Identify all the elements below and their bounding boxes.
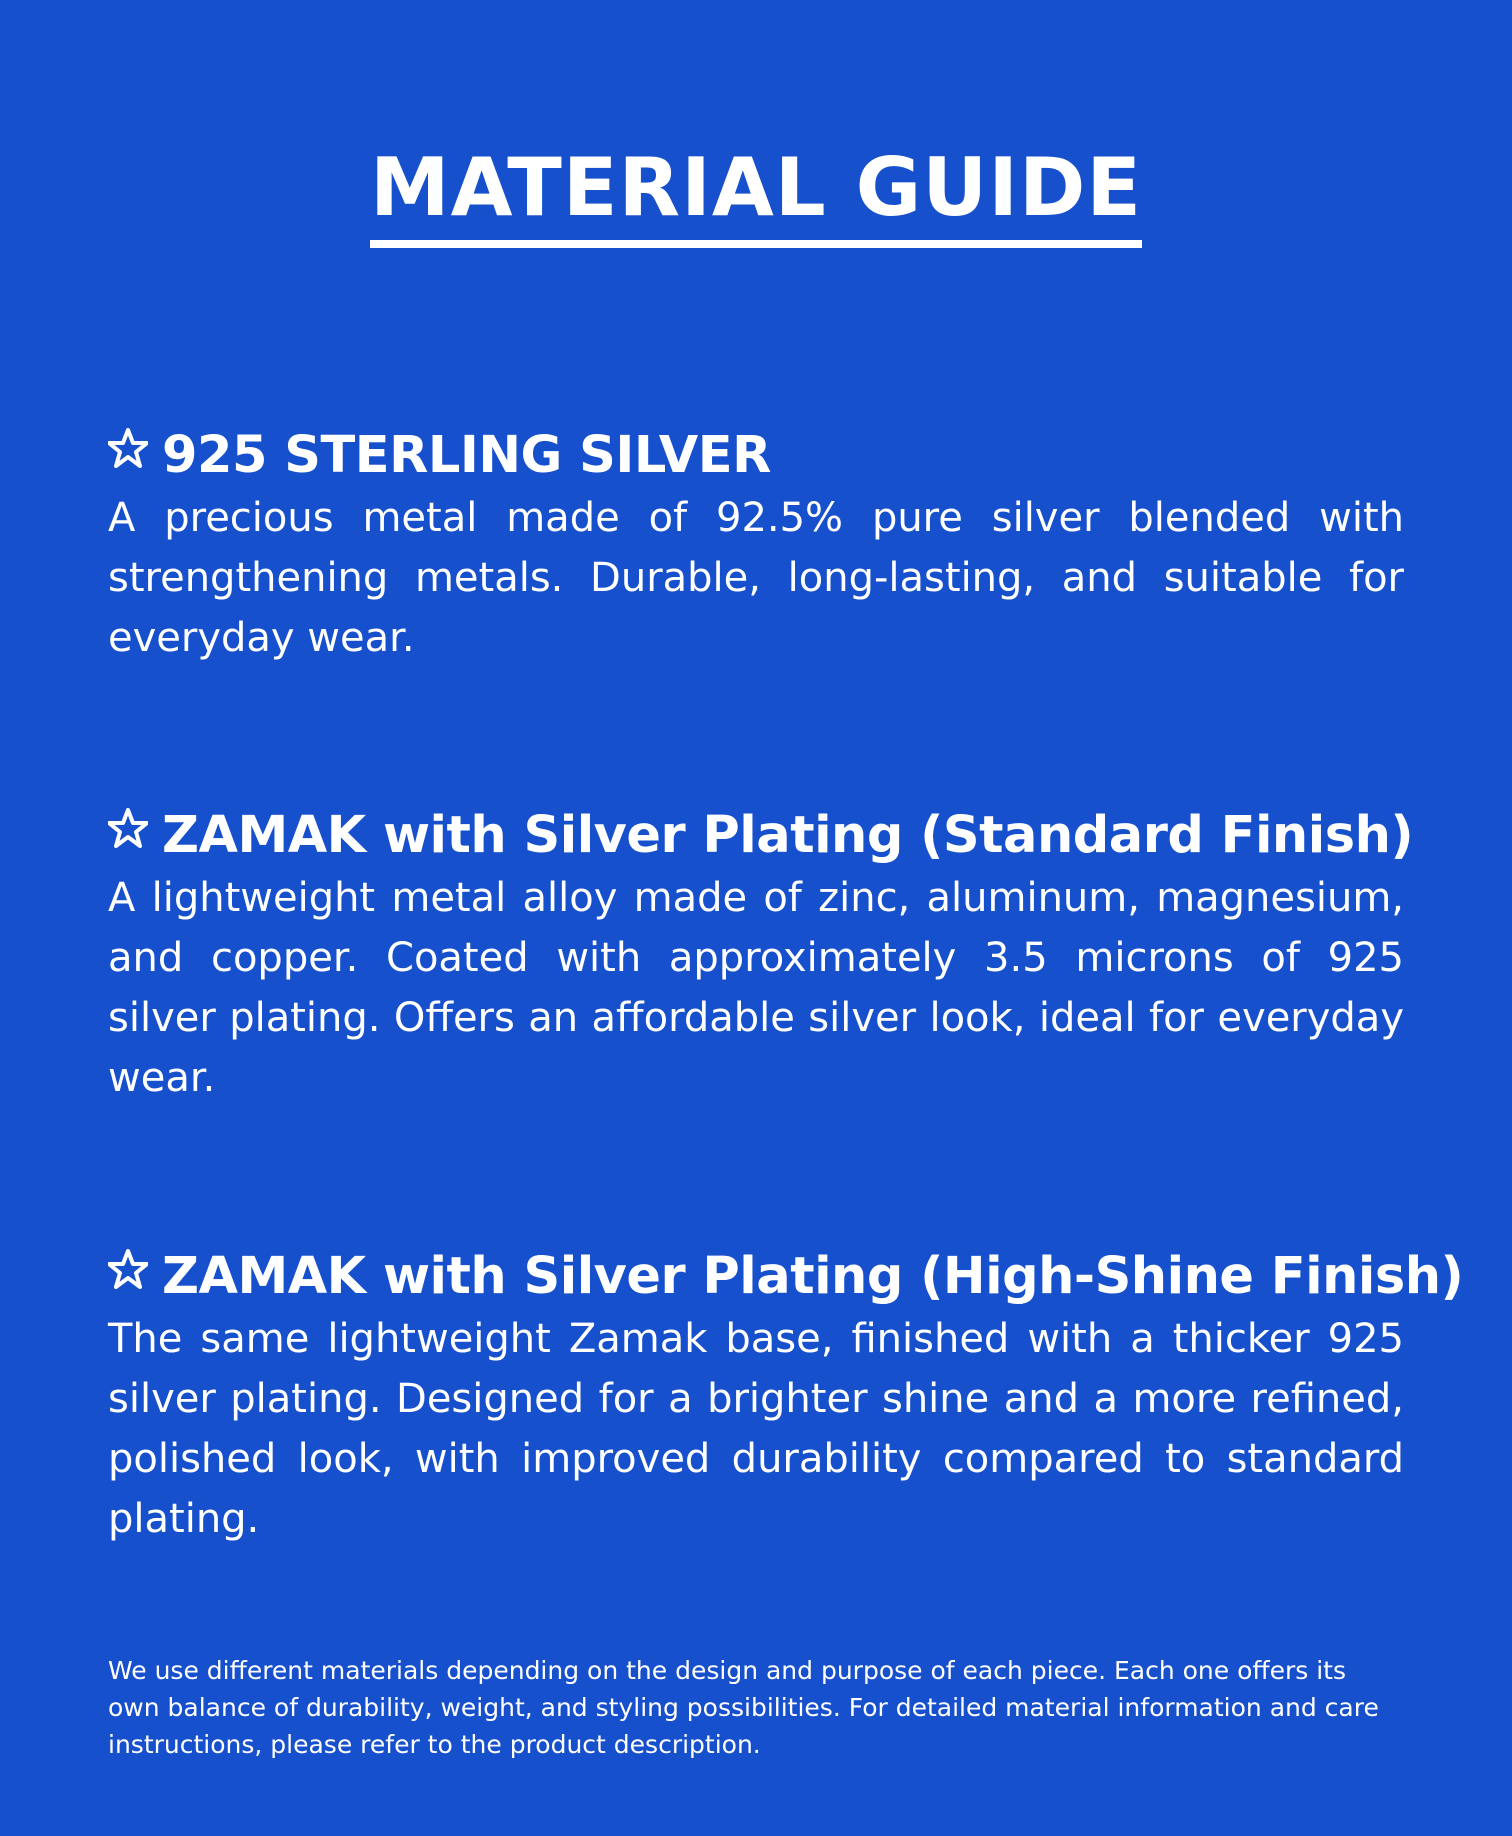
footer-note: We use different materials depending on the design and purpose of each piece. Each one offers its own balance of durability, weight, and styling possibilities. For detailed material information and care instructions, please refer to the product description. [108, 1656, 1379, 1759]
page-title: MATERIAL GUIDE [370, 140, 1142, 248]
section-body: A precious metal made of 92.5% pure silver blended with strengthening metals. Durable, long-lasting, and suitable for everyday wear. [108, 495, 1404, 661]
material-section-zamak-high-shine [108, 1245, 1464, 1549]
star-icon [108, 428, 148, 468]
section-heading-text: ZAMAK with Silver Plating (High-Shine Finish) [162, 1247, 1464, 1306]
star-icon [108, 808, 148, 848]
section-heading-text: ZAMAK with Silver Plating (Standard Finish) [162, 806, 1414, 865]
section-heading [108, 804, 1414, 868]
section-heading [108, 1245, 1464, 1309]
material-section-sterling-silver [108, 424, 1404, 668]
section-heading-text: 925 STERLING SILVER [162, 426, 771, 485]
star-icon [108, 1249, 148, 1289]
section-body: The same lightweight Zamak base, finished with a thicker 925 silver plating. Designed for a brighter shine and a more refined, polished look, with improved durability compared to standard plating. [108, 1316, 1404, 1542]
section-body: A lightweight metal alloy made of zinc, aluminum, magnesium, and copper. Coated with approximately 3.5 microns of 925 silver plating. Offers an affordable silver look, ideal for everyday wear. [108, 875, 1404, 1101]
title-container [0, 140, 1512, 248]
material-section-zamak-standard [108, 804, 1414, 1108]
section-heading [108, 424, 1404, 488]
